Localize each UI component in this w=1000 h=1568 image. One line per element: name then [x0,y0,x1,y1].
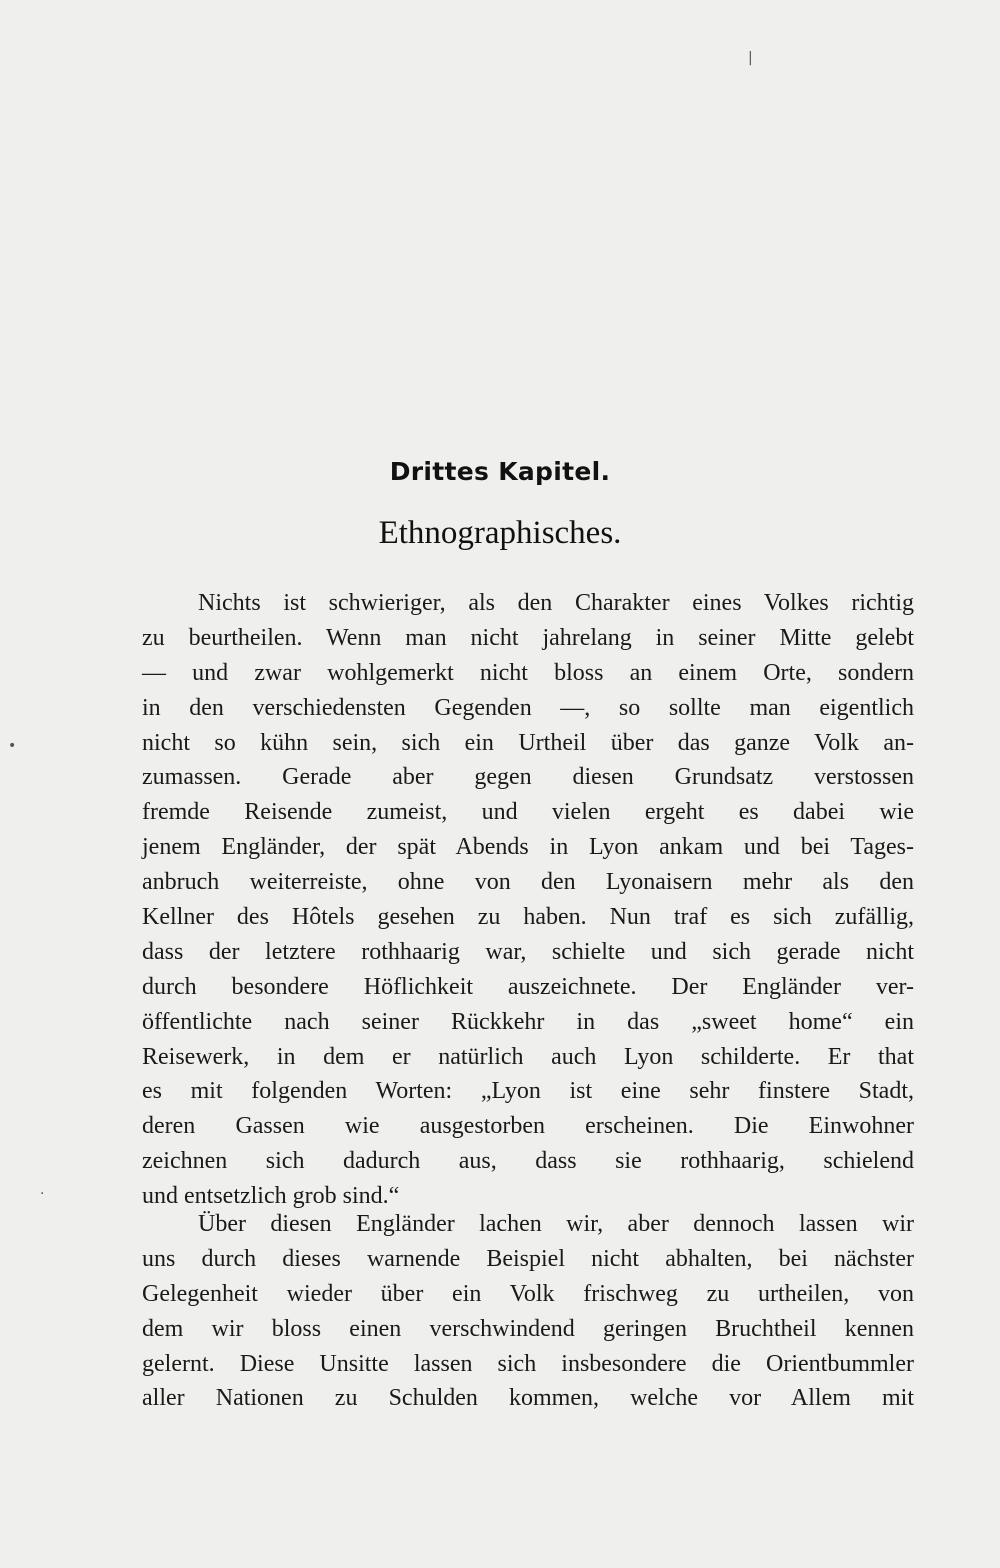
text-line: in den verschiedensten Gegenden —, so sollte man eigentlich [142,694,914,721]
paragraph-1 [142,586,914,1214]
text-line: deren Gassen wie ausgestorben erscheinen. Die Einwohner [142,1113,914,1140]
text-line: nicht so kühn sein, sich ein Urtheil über das ganze Volk an- [142,729,914,756]
chapter-label: Drittes Kapitel. [389,457,611,486]
text-line: zeichnen sich dadurch aus, dass sie rothhaarig, schielend [142,1148,914,1175]
text-line: Gelegenheit wieder über ein Volk frischweg zu urtheilen, von [142,1280,914,1307]
text-line: aller Nationen zu Schulden kommen, welche vor Allem mit [142,1385,914,1412]
text-line: dass der letztere rothhaarig war, schielte und sich gerade nicht [142,938,914,965]
text-line: uns durch dieses warnende Beispiel nicht abhalten, bei nächster [142,1245,914,1272]
margin-mark: · [40,1186,45,1202]
text-line: fremde Reisende zumeist, und vielen ergeht es dabei wie [142,799,914,826]
text-line: zu beurtheilen. Wenn man nicht jahrelang in seiner Mitte gelebt [142,624,914,651]
text-line: öffentlichte nach seiner Rückkehr in das „sweet home“ ein [142,1008,914,1035]
text-line: Reisewerk, in dem er natürlich auch Lyon schilderte. Er that [142,1043,914,1070]
text-line: durch besondere Höflichkeit auszeichnete. Der Engländer ver- [142,973,914,1000]
text-line: Über diesen Engländer lachen wir, aber dennoch lassen wir [198,1211,914,1237]
text-line: anbruch weiterreiste, ohne von den Lyonaisern mehr als den [142,869,914,896]
text-line: zumassen. Gerade aber gegen diesen Grundsatz verstossen [142,764,914,791]
text-line: gelernt. Diese Unsitte lassen sich insbesondere die Orientbummler [142,1350,914,1377]
margin-mark: • [8,738,17,754]
text-line: Kellner des Hôtels gesehen zu haben. Nun traf es sich zufällig, [142,904,914,931]
text-line: Nichts ist schwieriger, als den Charakter eines Volkes richtig [198,590,914,616]
text-line: und entsetzlich grob sind.“ [142,1183,400,1210]
margin-mark: | [748,50,753,66]
paragraph-2 [142,1207,914,1416]
text-line: jenem Engländer, der spät Abends in Lyon ankam und bei Tages- [142,834,914,861]
text-line: dem wir bloss einen verschwindend geringen Bruchtheil kennen [142,1315,914,1342]
text-line: — und zwar wohlgemerkt nicht bloss an einem Orte, sondern [142,659,914,686]
chapter-title: Ethnographisches. [378,515,622,551]
text-line: es mit folgenden Worten: „Lyon ist eine sehr finstere Stadt, [142,1078,914,1105]
